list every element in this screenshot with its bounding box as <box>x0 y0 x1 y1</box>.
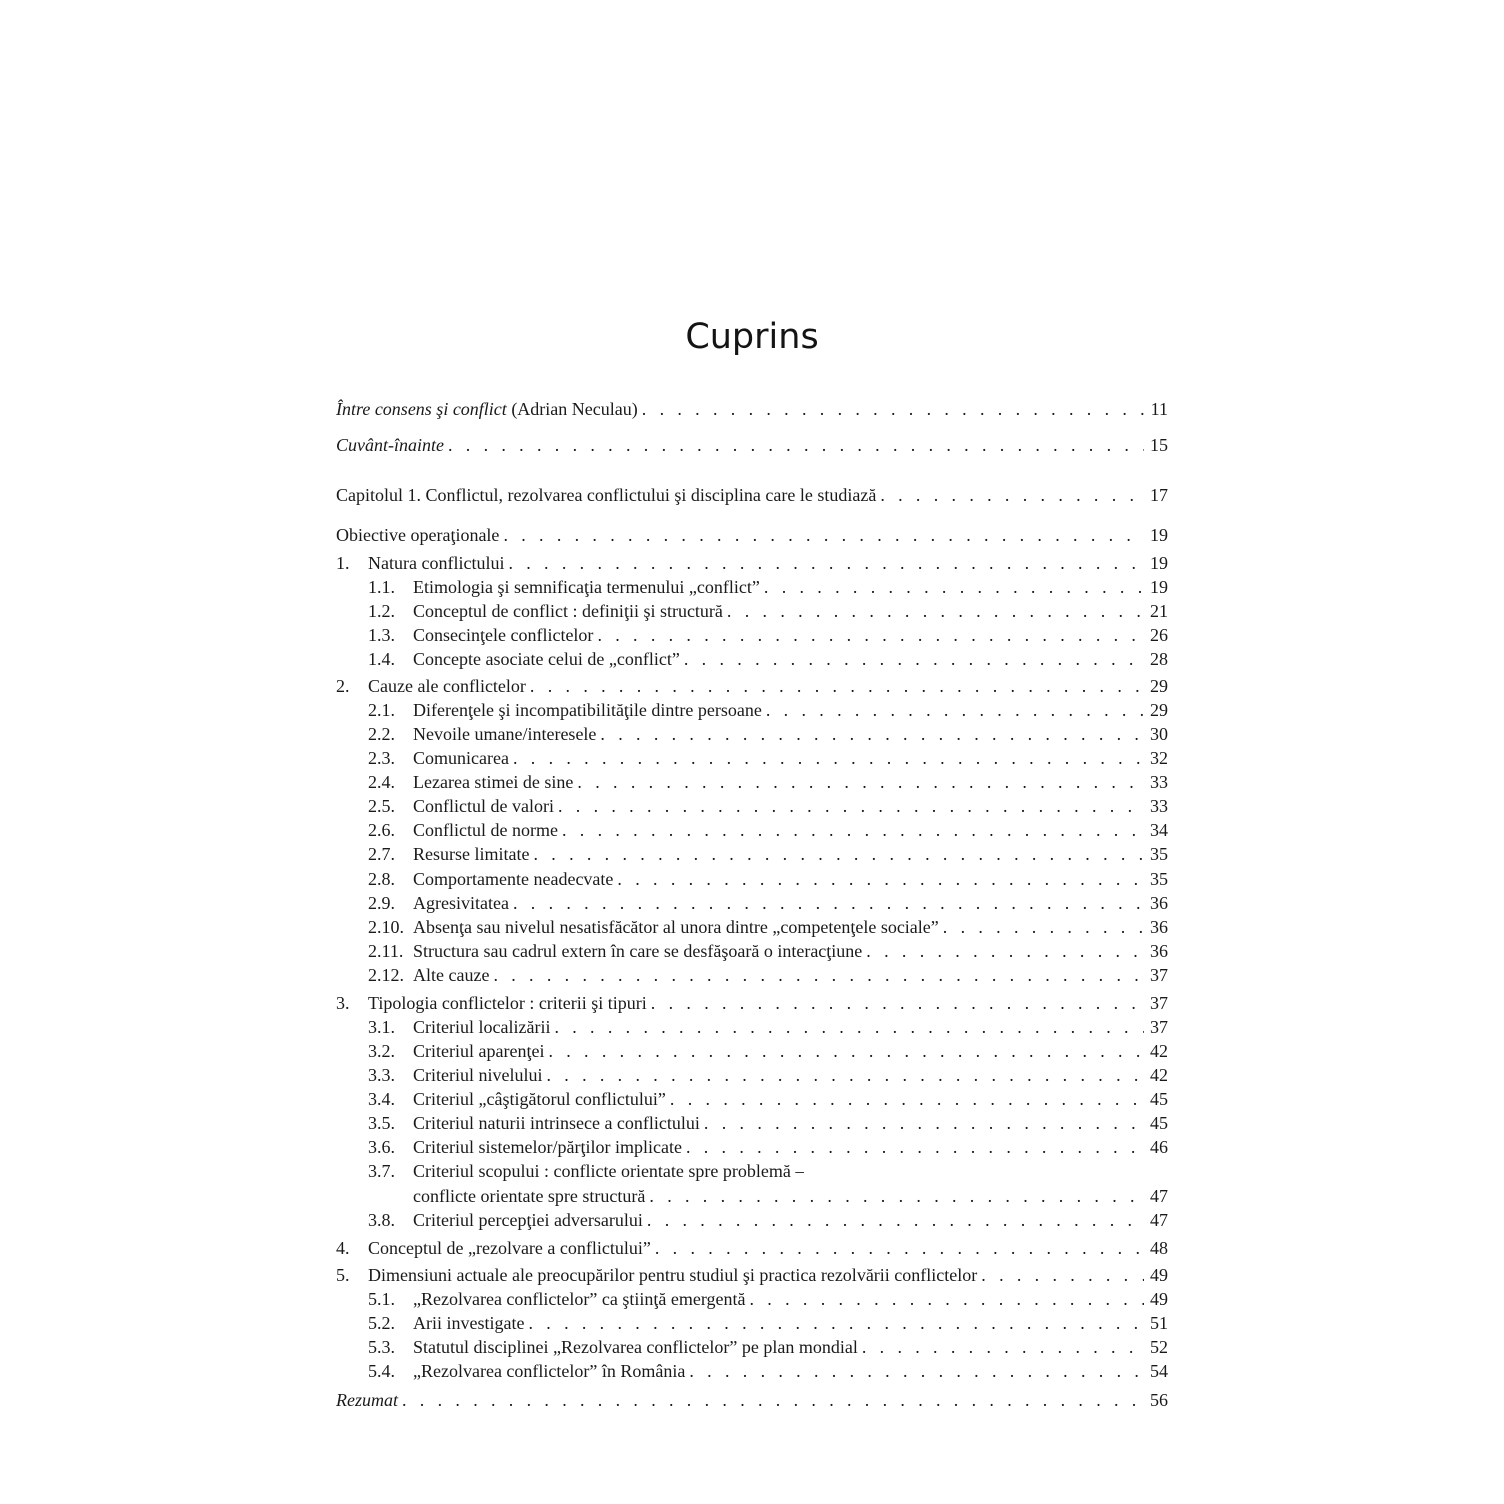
dot-leader <box>526 674 1144 698</box>
toc-entry-body <box>413 1311 1168 1335</box>
dot-leader <box>682 1135 1144 1159</box>
toc-entry-page-number: 36 <box>1150 893 1168 913</box>
toc-entry-text: Criteriul localizării <box>413 1017 551 1037</box>
toc-entry-text: Lezarea stimei de sine <box>413 772 574 792</box>
toc-entry-body <box>336 523 1168 547</box>
toc-entry-number: 5.4. <box>368 1361 395 1381</box>
toc-entry-body <box>413 963 1168 987</box>
toc-entry-page-number: 47 <box>1150 1186 1168 1206</box>
toc-entry-number: 2.8. <box>368 869 395 889</box>
toc-entry-text: Tipologia conflictelor : criterii şi tipuri <box>368 993 647 1013</box>
toc-entry-number: 2.7. <box>368 844 395 864</box>
toc-entry-body <box>336 1388 1168 1412</box>
toc-entry-number: 2.2. <box>368 724 395 744</box>
dot-leader <box>524 1311 1144 1335</box>
toc-entry-text: Criteriul scopului : conflicte orientate spre problemă – <box>413 1161 805 1181</box>
toc-entry-page-number: 48 <box>1150 1238 1168 1258</box>
toc-entry <box>336 1015 1168 1039</box>
toc-entry-text: Criteriul naturii intrinsece a conflictului <box>413 1113 700 1133</box>
toc-entry-body <box>413 1087 1168 1111</box>
toc-entry-title <box>336 397 638 421</box>
toc-entry-title <box>413 1039 544 1063</box>
toc-entry-number: 3.3. <box>368 1065 395 1085</box>
toc-entry-number: 1.1. <box>368 577 395 597</box>
toc-entry-title <box>413 1063 542 1087</box>
toc-entry <box>336 1208 1168 1232</box>
toc-entry-italic-title: Rezumat <box>336 1390 398 1410</box>
toc-entry-body <box>413 1208 1168 1232</box>
toc-entry-number: 2.6. <box>368 820 395 840</box>
toc-entry-number: 3.6. <box>368 1137 395 1157</box>
toc-entry-text: Criteriul nivelului <box>413 1065 543 1085</box>
toc-entry-text: Comportamente neadecvate <box>413 869 614 889</box>
dot-leader <box>554 794 1144 818</box>
toc-entry-number: 3. <box>336 993 350 1013</box>
toc-entry <box>336 1311 1168 1335</box>
toc-entry <box>336 1135 1168 1159</box>
toc-entry <box>336 722 1168 746</box>
toc-entry-body <box>413 1184 1168 1208</box>
toc-entry-page-number: 35 <box>1150 844 1168 864</box>
toc-entry-body <box>413 698 1168 722</box>
toc-entry-number: 2.11. <box>368 941 404 961</box>
toc-entry-title <box>336 483 876 507</box>
toc-entry-body <box>413 867 1168 891</box>
dot-leader <box>685 1359 1144 1383</box>
toc-entry-title <box>413 1111 700 1135</box>
toc-entry <box>336 1388 1168 1412</box>
dot-leader <box>977 1263 1144 1287</box>
toc-entry-number: 3.8. <box>368 1210 395 1230</box>
toc-entry-body <box>413 746 1168 770</box>
dot-leader <box>509 891 1144 915</box>
dot-leader <box>876 483 1144 507</box>
dot-leader <box>666 1087 1144 1111</box>
toc-entry-body <box>413 1335 1168 1359</box>
toc-entry-body <box>413 915 1168 939</box>
toc-entry-title <box>336 1388 398 1412</box>
toc-entry-body <box>368 991 1168 1015</box>
toc-entry <box>336 483 1168 507</box>
toc-entry <box>336 842 1168 866</box>
toc-entry <box>336 963 1168 987</box>
toc-entry-text: Nevoile umane/interesele <box>413 724 597 744</box>
toc-entry-number: 5. <box>336 1265 350 1285</box>
toc-entry-title <box>368 1263 977 1287</box>
toc-entry <box>336 794 1168 818</box>
dot-leader <box>723 599 1144 623</box>
toc-entry <box>336 939 1168 963</box>
toc-entry-text: conflicte orientate spre structură <box>413 1186 646 1206</box>
dot-leader <box>509 746 1144 770</box>
toc-entry-page-number: 19 <box>1150 577 1168 597</box>
toc-entry-text: Agresivitatea <box>413 893 509 913</box>
dot-leader <box>593 623 1144 647</box>
toc-entry-title <box>413 1359 685 1383</box>
toc-entry-page-number: 11 <box>1150 399 1168 419</box>
toc-entry-body <box>413 1135 1168 1159</box>
toc-entry-title <box>413 599 723 623</box>
toc-entry-page-number: 36 <box>1150 941 1168 961</box>
toc-entry-page-number: 56 <box>1150 1390 1168 1410</box>
toc-entry-body <box>336 433 1168 457</box>
toc-entry-title <box>413 915 939 939</box>
toc-entry-text: Conflictul de valori <box>413 796 554 816</box>
toc-entry-number: 2.1. <box>368 700 395 720</box>
toc-entry <box>336 575 1168 599</box>
toc-entry-page-number: 49 <box>1150 1265 1168 1285</box>
toc-entry-text: Structura sau cadrul extern în care se desfăşoară o interacţiune <box>413 941 863 961</box>
toc-entry-body <box>413 1015 1168 1039</box>
toc-entry <box>336 1335 1168 1359</box>
toc-entry-number: 2.3. <box>368 748 395 768</box>
dot-leader <box>862 939 1144 963</box>
toc-entry <box>336 1159 1168 1183</box>
toc-entry-page-number: 32 <box>1150 748 1168 768</box>
toc-entry-page-number: 33 <box>1150 772 1168 792</box>
toc-entry <box>336 397 1168 421</box>
toc-entry-body <box>336 483 1168 507</box>
toc-entry-number: 1. <box>336 553 350 573</box>
toc-entry <box>336 523 1168 547</box>
toc-entry-title <box>413 647 680 671</box>
toc-entry <box>336 1087 1168 1111</box>
toc-entry <box>336 818 1168 842</box>
toc-entry-title <box>413 770 573 794</box>
toc-entry-number: 4. <box>336 1238 350 1258</box>
dot-leader <box>746 1287 1145 1311</box>
toc-entry-title <box>413 1184 645 1208</box>
toc-entry-body <box>413 939 1168 963</box>
toc-entry-body <box>413 818 1168 842</box>
toc-entry-number: 1.3. <box>368 625 395 645</box>
toc-entry-text: Conflictul de norme <box>413 820 558 840</box>
toc-entry-page-number: 42 <box>1150 1065 1168 1085</box>
toc-entry-body <box>368 1236 1168 1260</box>
toc-entry-page-number: 19 <box>1150 525 1168 545</box>
toc-entry <box>336 915 1168 939</box>
toc-entry <box>336 674 1168 698</box>
toc-entry-body <box>413 1159 804 1183</box>
toc-entry-title <box>413 867 613 891</box>
toc-entry-text: Criteriul aparenţei <box>413 1041 545 1061</box>
toc-entry <box>336 599 1168 623</box>
toc-entry <box>336 1263 1168 1287</box>
toc-entry-page-number: 47 <box>1150 1210 1168 1230</box>
toc-entry-body <box>413 891 1168 915</box>
dot-leader <box>529 842 1144 866</box>
toc-entry-text: Criteriul „câştigătorul conflictului” <box>413 1089 666 1109</box>
toc-entry-italic-title: Între consens şi conflict <box>336 399 507 419</box>
toc-entry-page-number: 19 <box>1150 553 1168 573</box>
toc-entry-page-number: 15 <box>1150 435 1168 455</box>
toc-entry-title <box>413 1159 804 1183</box>
dot-leader <box>596 722 1144 746</box>
toc-entry-title <box>413 891 509 915</box>
toc-entry-title <box>413 1087 666 1111</box>
toc-entry <box>336 433 1168 457</box>
dot-leader <box>651 1236 1144 1260</box>
toc-entry-number: 5.2. <box>368 1313 395 1333</box>
toc-entry-text: Etimologia şi semnificaţia termenului „conflict” <box>413 577 760 597</box>
dot-leader <box>542 1063 1144 1087</box>
toc-entry-text: Statutul disciplinei „Rezolvarea conflictelor” pe plan mondial <box>413 1337 858 1357</box>
toc-entry-body <box>413 770 1168 794</box>
dot-leader <box>643 1208 1144 1232</box>
toc-entry-number: 1.2. <box>368 601 395 621</box>
toc-entry-text: Diferenţele şi incompatibilităţile dintre persoane <box>413 700 762 720</box>
dot-leader <box>489 963 1144 987</box>
toc-entry-number: 2. <box>336 676 350 696</box>
toc-entry-page-number: 46 <box>1150 1137 1168 1157</box>
toc-entry-title <box>368 1236 651 1260</box>
dot-leader <box>939 915 1144 939</box>
dot-leader <box>858 1335 1144 1359</box>
dot-leader <box>550 1015 1144 1039</box>
dot-leader <box>700 1111 1144 1135</box>
dot-leader <box>762 698 1144 722</box>
toc-entry-text: „Rezolvarea conflictelor” în România <box>413 1361 686 1381</box>
toc-entry-body <box>413 1063 1168 1087</box>
toc-entry-page-number: 17 <box>1150 485 1168 505</box>
toc-entry <box>336 770 1168 794</box>
toc-entry-text: Arii investigate <box>413 1313 525 1333</box>
toc-entry <box>336 991 1168 1015</box>
toc-entry-page-number: 29 <box>1150 676 1168 696</box>
toc-entry-title <box>413 1208 643 1232</box>
toc-entry-text: (Adrian Neculau) <box>506 399 638 419</box>
toc-entry-number: 2.12. <box>368 965 404 985</box>
dot-leader <box>613 867 1144 891</box>
toc-entry <box>336 1184 1168 1208</box>
toc-entry-title <box>413 575 760 599</box>
toc-entry <box>336 1039 1168 1063</box>
toc-entry-body <box>413 1039 1168 1063</box>
toc-entry-number: 3.7. <box>368 1161 395 1181</box>
toc-entry-title <box>413 842 529 866</box>
toc-entry-number: 2.9. <box>368 893 395 913</box>
toc-entry-title <box>413 818 558 842</box>
toc-entry <box>336 647 1168 671</box>
toc-entry-title <box>413 1287 746 1311</box>
toc-entry-title <box>368 674 526 698</box>
toc-entry-number: 3.4. <box>368 1089 395 1109</box>
toc-entry-title <box>413 794 554 818</box>
toc-entry-page-number: 37 <box>1150 993 1168 1013</box>
toc-entry <box>336 551 1168 575</box>
toc-entry-title <box>336 433 444 457</box>
toc-entry-text: Obiective operaţionale <box>336 525 500 545</box>
toc-entry-title <box>413 698 762 722</box>
toc-entry-body <box>413 1359 1168 1383</box>
toc-entry <box>336 698 1168 722</box>
toc-entry-title <box>413 1335 858 1359</box>
toc-entry-body <box>413 647 1168 671</box>
toc-entry-number: 5.3. <box>368 1337 395 1357</box>
toc-entry-body <box>368 1263 1168 1287</box>
toc-entry-body <box>413 794 1168 818</box>
toc-entry-page-number: 54 <box>1150 1361 1168 1381</box>
toc-entry-page-number: 33 <box>1150 796 1168 816</box>
toc-entry-page-number: 42 <box>1150 1041 1168 1061</box>
toc-entry-text: Alte cauze <box>413 965 490 985</box>
dot-leader <box>573 770 1144 794</box>
dot-leader <box>647 991 1144 1015</box>
toc-entry-page-number: 29 <box>1150 700 1168 720</box>
toc-entry-body <box>413 599 1168 623</box>
dot-leader <box>499 523 1144 547</box>
toc-entry-page-number: 37 <box>1150 1017 1168 1037</box>
toc-entry-page-number: 45 <box>1150 1113 1168 1133</box>
toc-entry-number: 2.5. <box>368 796 395 816</box>
toc-entry-page-number: 52 <box>1150 1337 1168 1357</box>
dot-leader <box>558 818 1144 842</box>
toc-entry-title <box>413 746 509 770</box>
dot-leader <box>645 1184 1144 1208</box>
toc-entry-number: 3.1. <box>368 1017 395 1037</box>
dot-leader <box>680 647 1144 671</box>
toc-entry-title <box>413 1015 550 1039</box>
toc-entry-text: Cauze ale conflictelor <box>368 676 526 696</box>
toc-entry-text: Consecinţele conflictelor <box>413 625 594 645</box>
toc-entry-text: Dimensiuni actuale ale preocupărilor pentru studiul şi practica rezolvării conflictelor <box>368 1265 978 1285</box>
toc-entry-title <box>413 963 489 987</box>
toc-entry-page-number: 28 <box>1150 649 1168 669</box>
toc-entry-page-number: 49 <box>1150 1289 1168 1309</box>
toc-entry <box>336 867 1168 891</box>
dot-leader <box>760 575 1144 599</box>
toc-entry-text: Criteriul percepţiei adversarului <box>413 1210 643 1230</box>
toc-entry-body <box>413 575 1168 599</box>
toc-entry-page-number: 45 <box>1150 1089 1168 1109</box>
toc-entry-body <box>368 674 1168 698</box>
toc-entry-body <box>413 1287 1168 1311</box>
dot-leader <box>544 1039 1144 1063</box>
toc-entry-title <box>368 551 504 575</box>
toc-entry <box>336 1111 1168 1135</box>
toc-entry-text: Comunicarea <box>413 748 509 768</box>
toc-entry-page-number: 34 <box>1150 820 1168 840</box>
toc-entry-body <box>368 551 1168 575</box>
toc-entry-page-number: 30 <box>1150 724 1168 744</box>
dot-leader <box>638 397 1145 421</box>
dot-leader <box>504 551 1144 575</box>
toc-entry <box>336 623 1168 647</box>
toc-entry-number: 2.10. <box>368 917 404 937</box>
toc-entry-title <box>413 1311 524 1335</box>
toc-entry-body <box>413 722 1168 746</box>
toc-entry-title <box>413 722 596 746</box>
toc-entry-text: Conceptul de „rezolvare a conflictului” <box>368 1238 651 1258</box>
toc-entry-number: 3.2. <box>368 1041 395 1061</box>
toc-entry-page-number: 26 <box>1150 625 1168 645</box>
toc-entry-number: 2.4. <box>368 772 395 792</box>
toc-entry-page-number: 36 <box>1150 917 1168 937</box>
toc-entry-page-number: 21 <box>1150 601 1168 621</box>
toc-entry <box>336 1236 1168 1260</box>
toc-entry-text: Concepte asociate celui de „conflict” <box>413 649 680 669</box>
toc-entry-number: 3.5. <box>368 1113 395 1133</box>
toc-entry-page-number: 51 <box>1150 1313 1168 1333</box>
toc-entry-text: Absenţa sau nivelul nesatisfăcător al unora dintre „competenţele sociale” <box>413 917 939 937</box>
toc-entry-text: Natura conflictului <box>368 553 505 573</box>
toc-entry-title <box>368 991 647 1015</box>
toc-entry <box>336 1359 1168 1383</box>
toc-entry <box>336 1287 1168 1311</box>
toc-entry-text: „Rezolvarea conflictelor” ca ştiinţă emergentă <box>413 1289 746 1309</box>
toc-entry-page-number: 35 <box>1150 869 1168 889</box>
toc-entry-page-number: 37 <box>1150 965 1168 985</box>
toc-entry-text: Conceptul de conflict : definiţii şi structură <box>413 601 723 621</box>
toc-entry-number: 5.1. <box>368 1289 395 1309</box>
toc-entry-text: Criteriul sistemelor/părţilor implicate <box>413 1137 682 1157</box>
toc-entry <box>336 746 1168 770</box>
toc-entry-title <box>413 623 593 647</box>
toc-entry-text: Resurse limitate <box>413 844 530 864</box>
toc-entry-title <box>413 939 862 963</box>
toc-entry-italic-title: Cuvânt-înainte <box>336 435 444 455</box>
toc-entry <box>336 1063 1168 1087</box>
toc-entry-title <box>413 1135 682 1159</box>
dot-leader <box>444 433 1144 457</box>
toc-entry-text: Capitolul 1. Conflictul, rezolvarea conflictului şi disciplina care le studiază <box>336 485 877 505</box>
toc-entry-title <box>336 523 499 547</box>
toc-entry-body <box>413 842 1168 866</box>
toc-entry-body <box>336 397 1168 421</box>
dot-leader <box>398 1388 1144 1412</box>
toc-entry-number: 1.4. <box>368 649 395 669</box>
toc-entry-body <box>413 623 1168 647</box>
page-title: Cuprins <box>685 317 819 358</box>
toc-entry <box>336 891 1168 915</box>
toc-entry-body <box>413 1111 1168 1135</box>
